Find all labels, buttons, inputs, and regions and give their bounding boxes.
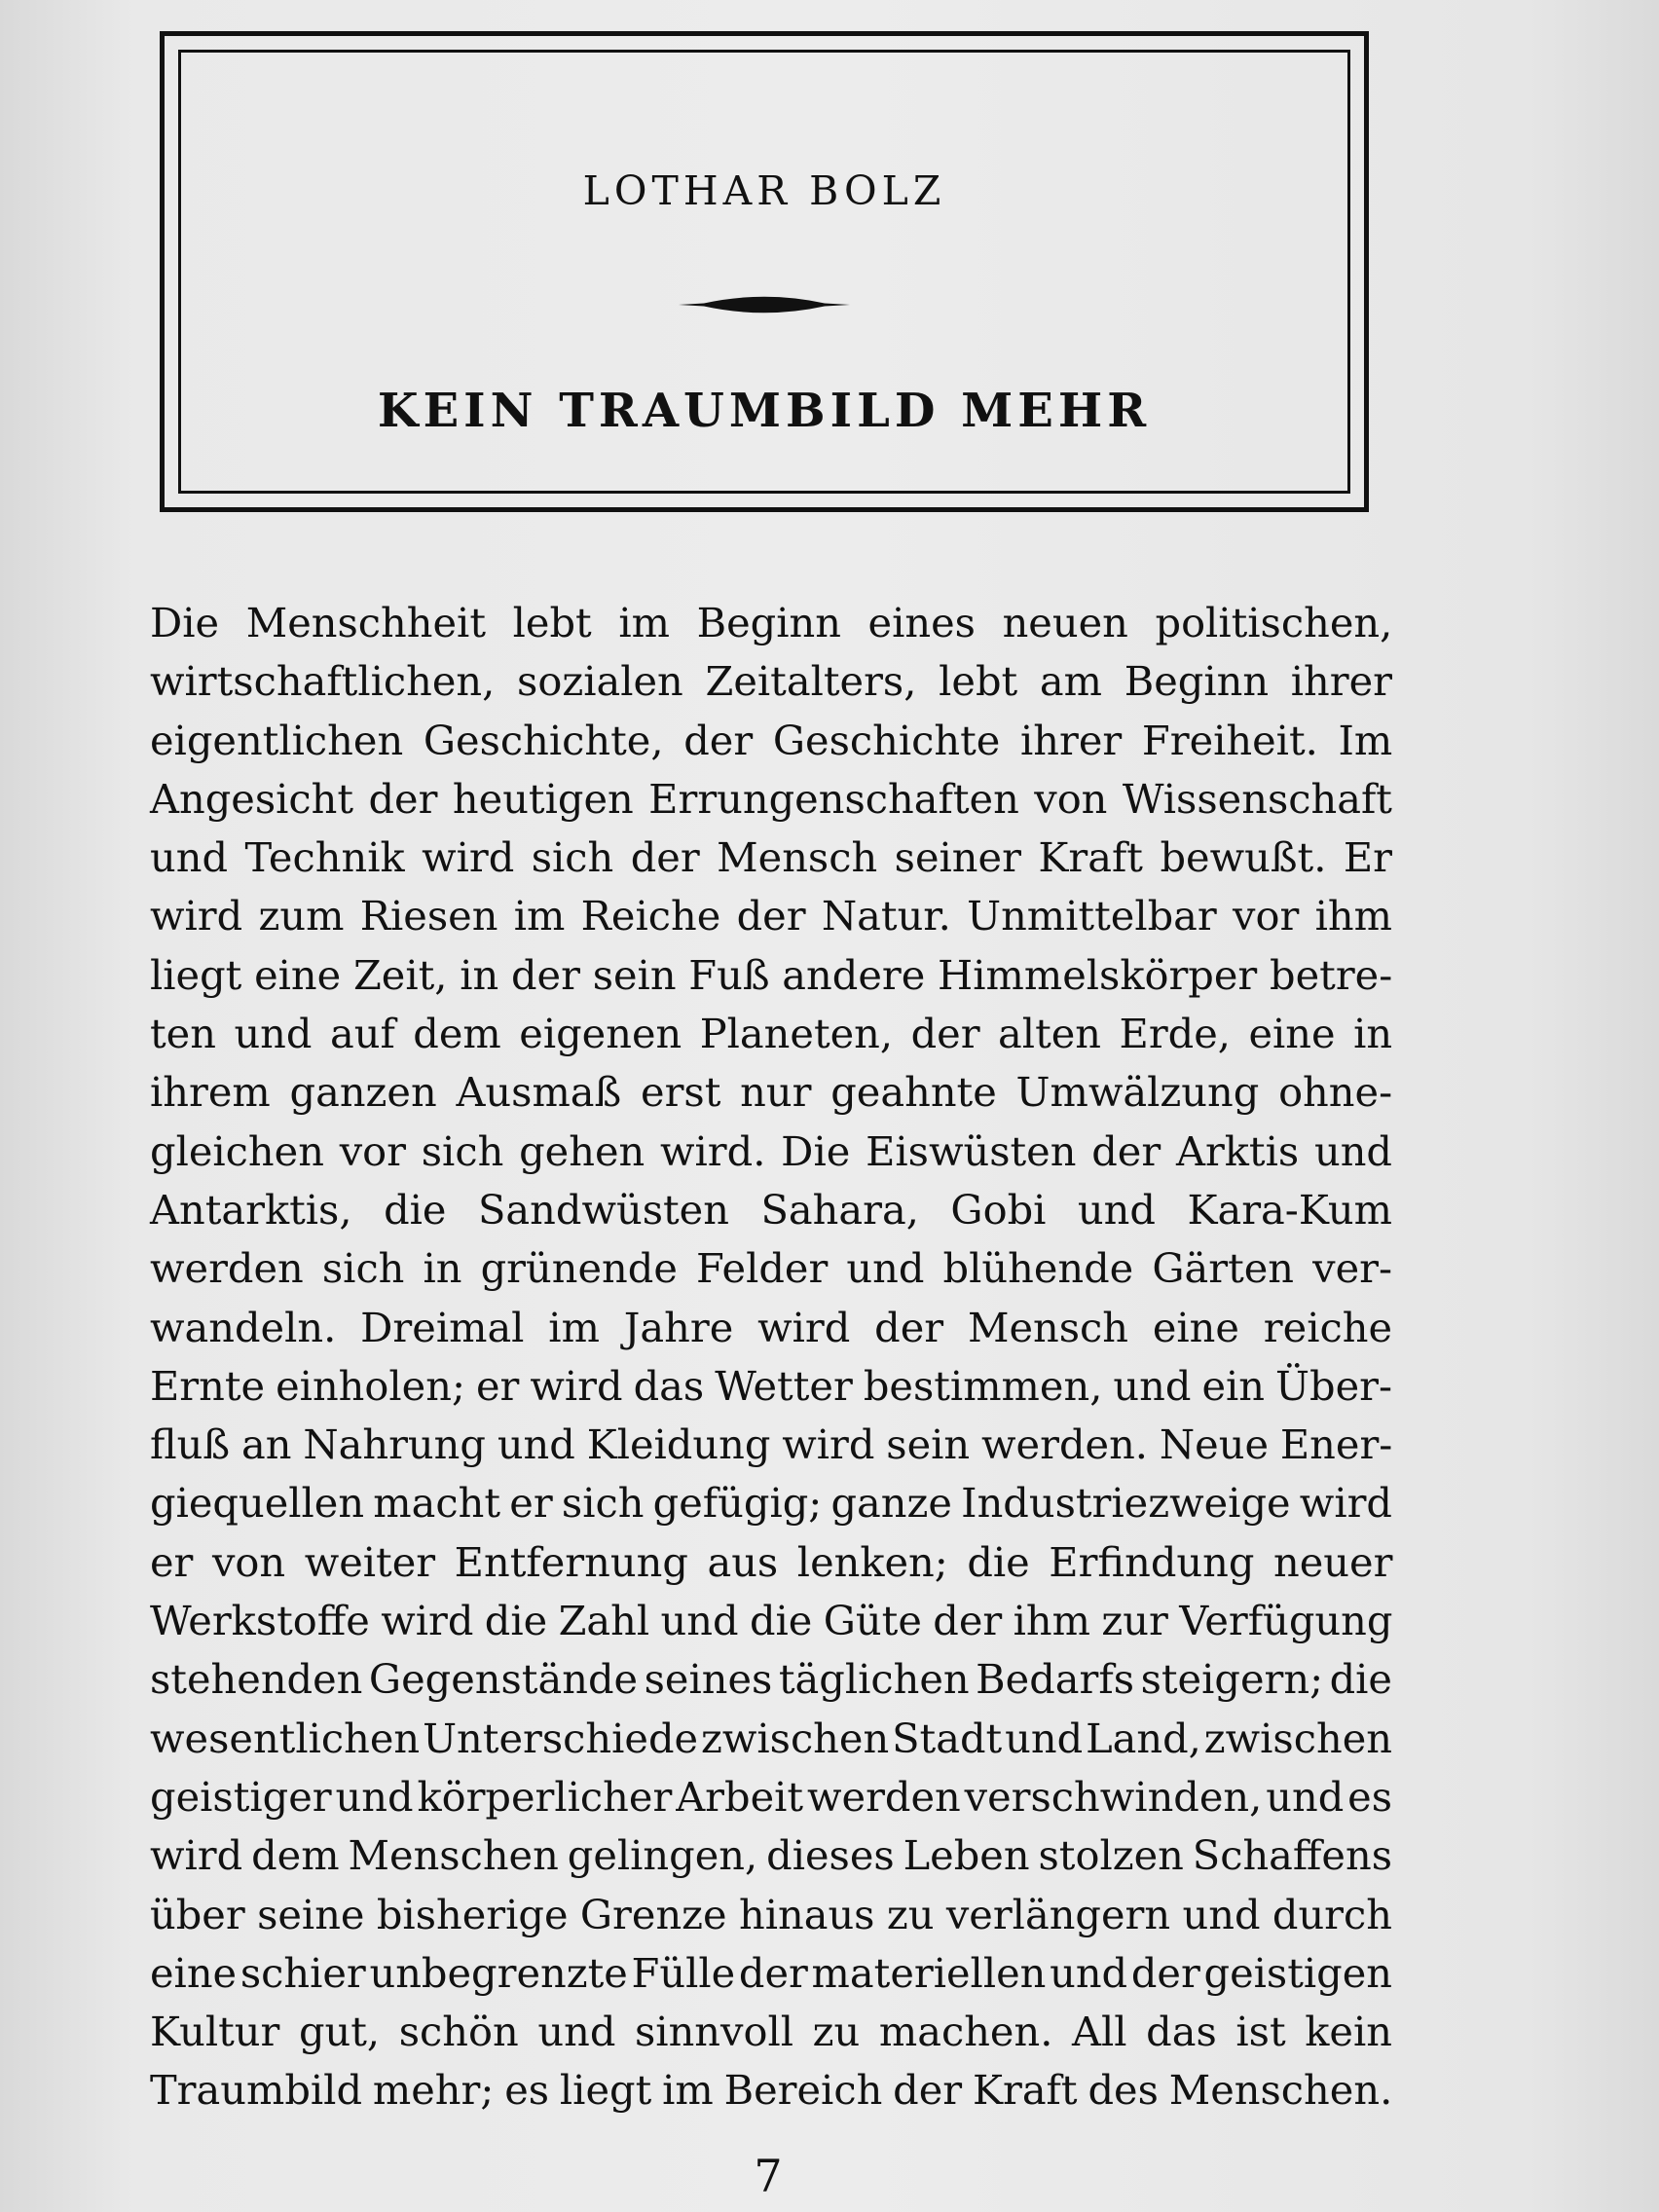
text-line: er von weiter Entfernung aus lenken; die Erfindung neuer: [150, 1537, 1393, 1586]
text-line: Angesicht der heutigen Errungenschaften von Wissenschaft: [150, 774, 1392, 823]
title-frame-inner: [178, 50, 1350, 494]
text-line: wird dem Menschen gelingen, dieses Leben stolzen Schaffens: [150, 1831, 1392, 1880]
text-line: wandeln. Dreimal im Jahre wird der Mensch eine reiche: [150, 1303, 1392, 1351]
text-line: stehenden Gegenstände seines täglichen Bedarfs steigern; die: [150, 1655, 1392, 1704]
text-line: wesentlichen Unterschiede zwischen Stadt und Land, zwischen: [150, 1714, 1392, 1762]
text-line: und Technik wird sich der Mensch seiner Kraft bewußt. Er: [150, 833, 1392, 882]
body-paragraph: [150, 594, 1392, 2120]
text-line: wird zum Riesen im Reiche der Natur. Unmittelbar vor ihm: [150, 892, 1392, 940]
title-frame: [160, 31, 1369, 512]
text-line: Antarktis, die Sandwüsten Sahara, Gobi und Kara-Kum: [150, 1185, 1392, 1234]
text-line: werden sich in grünende Felder und blühende Gärten ver-: [150, 1244, 1392, 1293]
text-line: ten und auf dem eigenen Planeten, der alten Erde, eine in: [150, 1010, 1393, 1058]
text-line: liegt eine Zeit, in der sein Fuß andere Himmelskörper betre-: [150, 950, 1393, 999]
text-line: Ernte einholen; er wird das Wetter bestimmen, und ein Über-: [150, 1361, 1392, 1410]
text-line: geistiger und körperlicher Arbeit werden verschwinden, und es: [150, 1772, 1393, 1821]
text-line: wirtschaftlichen, sozialen Zeitalters, lebt am Beginn ihrer: [150, 657, 1392, 706]
text-line: Kultur gut, schön und sinnvoll zu machen. All das ist kein: [150, 2008, 1392, 2056]
text-line: giequellen macht er sich gefügig; ganze Industriezweige wird: [150, 1479, 1392, 1528]
text-line: Die Menschheit lebt im Beginn eines neuen politischen,: [150, 599, 1393, 646]
page-number: 7: [754, 2150, 783, 2202]
chapter-title: KEIN TRAUMBILD MEHR: [377, 384, 1152, 438]
text-line: Traumbild mehr; es liegt im Bereich der Kraft des Menschen.: [150, 2066, 1393, 2115]
text-line: über seine bisherige Grenze hinaus zu verlängern und durch: [150, 1890, 1392, 1938]
text-line: gleichen vor sich gehen wird. Die Eiswüsten der Arktis und: [150, 1126, 1392, 1175]
text-line: eigentlichen Geschichte, der Geschichte ihrer Freiheit. Im: [150, 716, 1393, 764]
text-line: fluß an Nahrung und Kleidung wird sein werden. Neue Ener-: [150, 1420, 1393, 1469]
ornament-dash-icon: [677, 290, 852, 319]
text-line: Werkstoffe wird die Zahl und die Güte der ihm zur Verfügung: [150, 1597, 1393, 1645]
text-line: eine schier unbegrenzte Fülle der materiellen und der geistigen: [150, 1948, 1392, 1997]
author-name: LOTHAR BOLZ: [582, 167, 946, 214]
text-line: ihrem ganzen Ausmaß erst nur geahnte Umwälzung ohne-: [150, 1068, 1393, 1117]
